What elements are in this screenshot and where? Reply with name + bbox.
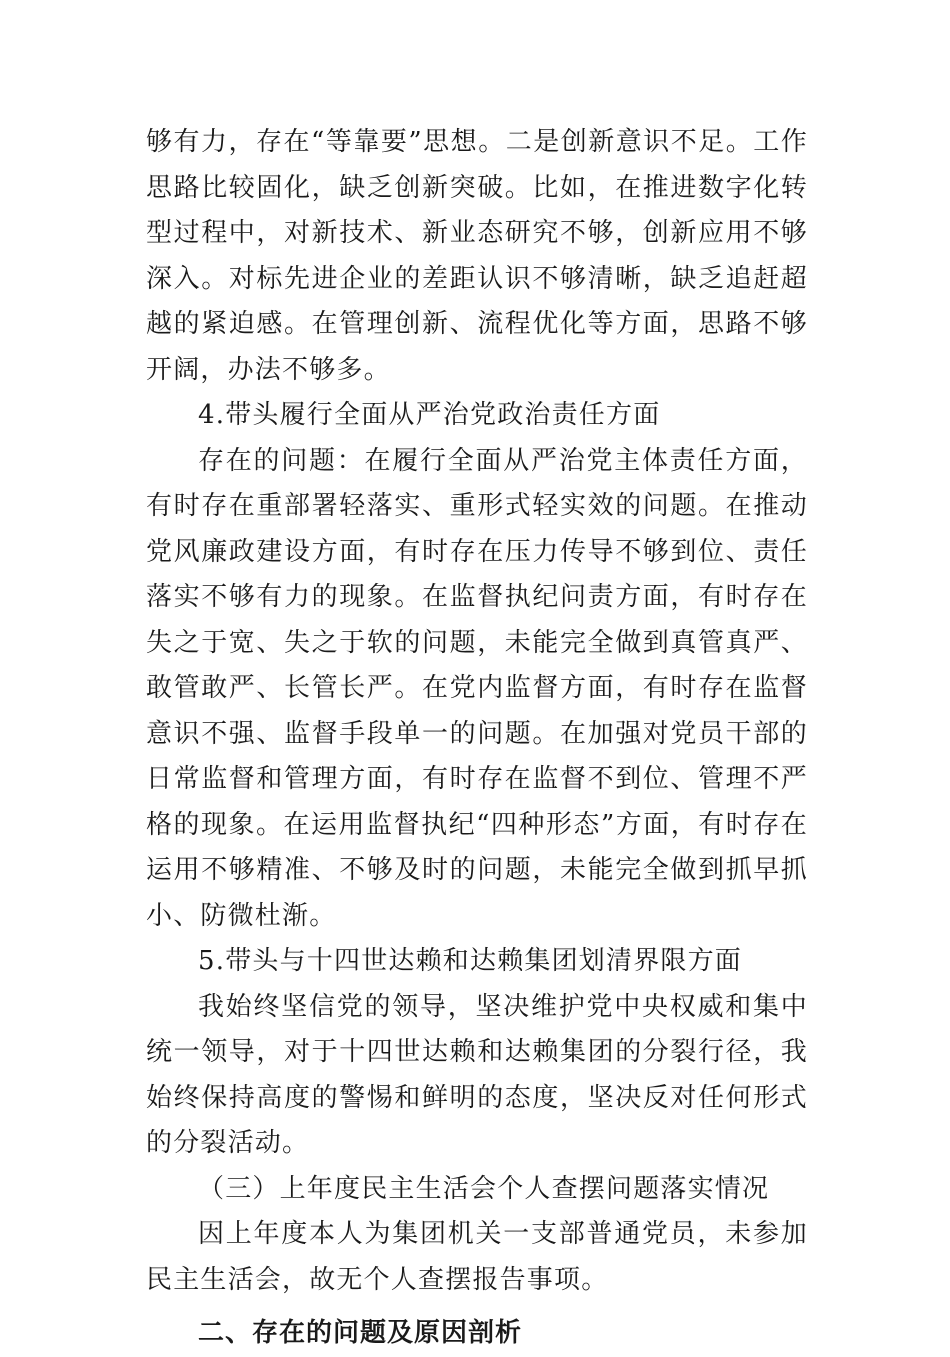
subheading-section-3: （三）上年度民主生活会个人查摆问题落实情况	[198, 1173, 770, 1204]
heading-item-5: 5.带头与十四世达赖和达赖集团划清界限方面	[198, 946, 743, 976]
section-title-2: 二、存在的问题及原因剖析	[198, 1318, 523, 1348]
paragraph-innovation: 够有力，存在“等靠要”思想。二是创新意识不足。工作思路比较固化，缺乏创新突破。比如，在推进数字化转型过程中，对新技术、新业态研究不够，创新应用不够深入。对标先进企业的差距认识不够清晰，缺乏追赶超越的紧迫感。在管理创新、流程优化等方面，思路不够开阔，办法不够多。	[146, 127, 808, 385]
paragraph-section-3: 因上年度本人为集团机关一支部普通党员，未参加民主生活会，故无个人查摆报告事项。	[146, 1219, 808, 1295]
heading-item-4: 4.带头履行全面从严治党政治责任方面	[198, 400, 661, 430]
document-body	[146, 120, 808, 1357]
paragraph-item-4-problems: 存在的问题：在履行全面从严治党主体责任方面，有时存在重部署轻落实、重形式轻实效的问题。在推动党风廉政建设方面，有时存在压力传导不够到位、责任落实不够有力的现象。在监督执纪问责方面，有时存在失之于宽、失之于软的问题，未能完全做到真管真严、敢管敢严、长管长严。在党内监督方面，有时存在监督意识不强、监督手段单一的问题。在加强对党员干部的日常监督和管理方面，有时存在监督不到位、管理不严格的现象。在运用监督执纪“四种形态”方面，有时存在运用不够精准、不够及时的问题，未能完全做到抓早抓小、防微杜渐。	[146, 445, 808, 931]
paragraph-item-5: 我始终坚信党的领导，坚决维护党中央权威和集中统一领导，对于十四世达赖和达赖集团的分裂行径，我始终保持高度的警惕和鲜明的态度，坚决反对任何形式的分裂活动。	[146, 991, 808, 1158]
